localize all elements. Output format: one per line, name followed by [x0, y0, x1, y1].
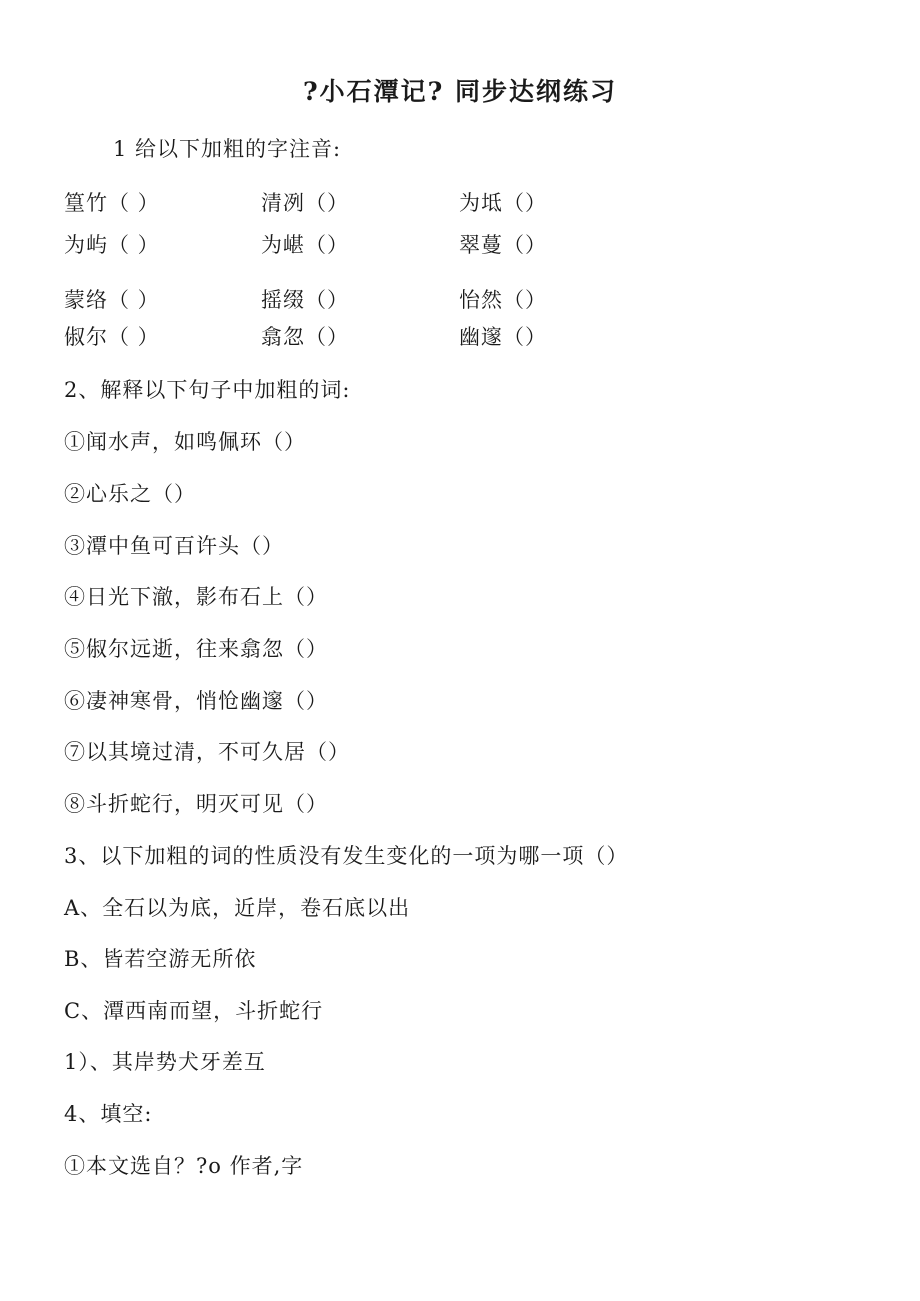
pinyin-item: 篁竹（ ）: [64, 191, 160, 215]
list-item: ⑦以其境过清，不可久居（）: [64, 740, 350, 764]
pinyin-item: 怡然（）: [459, 288, 547, 312]
option-c: C、潭西南而望，斗折蛇行: [64, 999, 324, 1023]
list-item: ①本文选自？?o 作者,字: [64, 1154, 304, 1178]
question-1-heading: 1 给以下加粗的字注音:: [113, 137, 342, 161]
pinyin-item: 为屿（ ）: [64, 233, 160, 257]
list-item: ⑧斗折蛇行，明灭可见（）: [64, 792, 328, 816]
list-item: ⑤俶尔远逝，往来翕忽（）: [64, 637, 328, 661]
question-3-heading: 3、以下加粗的词的性质没有发生变化的一项为哪一项（）: [64, 844, 629, 868]
question-4-heading: 4、填空:: [64, 1102, 153, 1126]
pinyin-item: 幽邃（）: [459, 325, 547, 349]
pinyin-item: 俶尔（ ）: [64, 325, 160, 349]
list-item: ②心乐之（）: [64, 482, 196, 506]
question-2-heading: 2、解释以下句子中加粗的词:: [64, 378, 351, 402]
list-item: ⑥凄神寒骨，悄怆幽邃（）: [64, 689, 328, 713]
pinyin-item: 翠蔓（）: [459, 233, 547, 257]
option-a: A、全石以为底，近岸，卷石底以出: [64, 896, 411, 920]
list-item: ③潭中鱼可百许头（）: [64, 534, 284, 558]
list-item: ①闻水声，如鸣佩环（）: [64, 430, 306, 454]
list-item: ④日光下澈，影布石上（）: [64, 585, 328, 609]
pinyin-item: 为坻（）: [459, 191, 547, 215]
pinyin-item: 摇缀（）: [261, 288, 349, 312]
option-d: 1）、其岸势犬牙差互: [64, 1050, 266, 1074]
pinyin-item: 清冽（）: [261, 191, 349, 215]
pinyin-item: 翕忽（）: [261, 325, 349, 349]
option-b: B、皆若空游无所依: [64, 947, 257, 971]
pinyin-item: 为嵁（）: [261, 233, 349, 257]
pinyin-item: 蒙络（ ）: [64, 288, 160, 312]
page-title: ?小石潭记? 同步达纲练习: [302, 77, 617, 106]
